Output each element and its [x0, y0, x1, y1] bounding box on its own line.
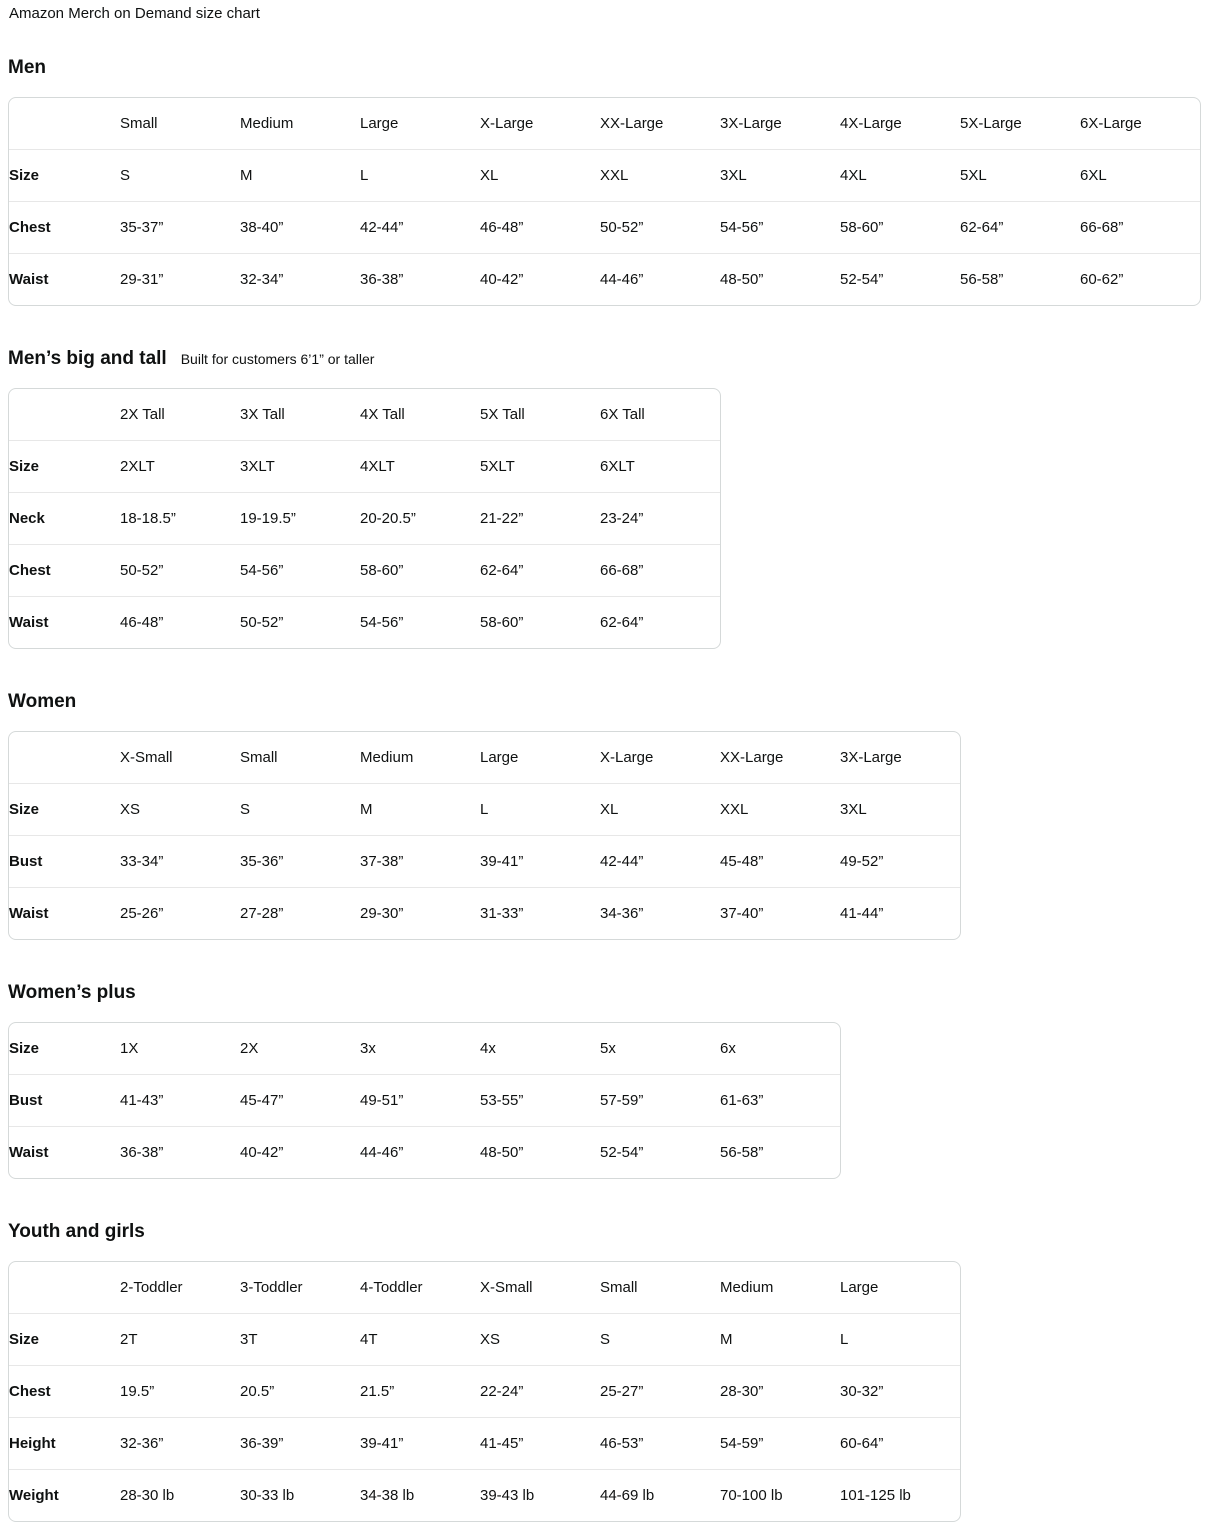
value-cell: 28-30 lb: [120, 1470, 240, 1522]
section-men: [8, 57, 1214, 306]
table-header-row: [9, 1262, 960, 1314]
value-cell: XS: [120, 784, 240, 836]
column-header: 6X Tall: [600, 406, 645, 423]
value-cell: 36-38”: [120, 1127, 240, 1179]
value-cell: 22-24”: [480, 1366, 600, 1418]
page-title: Amazon Merch on Demand size chart: [9, 5, 260, 22]
table-row: [9, 254, 1200, 306]
value-cell: 41-45”: [480, 1418, 600, 1470]
value-cell: 4x: [480, 1040, 496, 1057]
value-cell: 18-18.5”: [120, 493, 240, 545]
value-cell: 37-38”: [360, 836, 480, 888]
section-youth-and-girls: [8, 1221, 1214, 1522]
value-cell: 29-30”: [360, 888, 480, 940]
section-subtitle-mens-big-and-tall: Built for customers 6’1” or taller: [180, 351, 375, 367]
column-header: 3-Toddler: [240, 1279, 303, 1296]
value-cell: 3XL: [840, 784, 960, 836]
size-table-card-mens-big-and-tall: [8, 388, 721, 649]
row-label: Size: [9, 1314, 120, 1366]
value-cell: 5x: [600, 1040, 616, 1057]
value-cell: 52-54”: [840, 254, 960, 306]
value-cell: 50-52”: [240, 597, 360, 649]
section-heading-youth-and-girls: Youth and girls: [8, 1221, 145, 1242]
value-cell: 4XLT: [360, 441, 480, 493]
value-cell: 60-62”: [1080, 254, 1200, 306]
column-header: 4X-Large: [840, 115, 902, 132]
column-header: 4-Toddler: [360, 1279, 423, 1296]
value-cell: 3XL: [720, 150, 840, 202]
row-label: Waist: [9, 888, 120, 940]
table-header-row: [9, 98, 1200, 150]
value-cell: 29-31”: [120, 254, 240, 306]
row-label: Height: [9, 1418, 120, 1470]
row-label: Size: [9, 150, 120, 202]
value-cell: 46-53”: [600, 1418, 720, 1470]
column-header: Small: [240, 749, 278, 766]
value-cell: L: [840, 1314, 960, 1366]
value-cell: 2T: [120, 1314, 240, 1366]
value-cell: 62-64”: [960, 202, 1080, 254]
column-header: Small: [600, 1279, 638, 1296]
row-label: Waist: [9, 254, 120, 306]
table-header-row: [9, 732, 960, 784]
value-cell: 54-56”: [360, 597, 480, 649]
section-heading-block-womens-plus: [8, 982, 1214, 1005]
value-cell: 5XL: [960, 150, 1080, 202]
column-header: 6X-Large: [1080, 115, 1142, 132]
value-cell: M: [360, 784, 480, 836]
sections-container: [8, 57, 1214, 1522]
value-cell: 62-64”: [480, 545, 600, 597]
value-cell: 54-56”: [240, 545, 360, 597]
value-cell: 19.5”: [120, 1366, 240, 1418]
value-cell: 41-43”: [120, 1075, 240, 1127]
corner-cell: [9, 389, 120, 441]
value-cell: 21.5”: [360, 1366, 480, 1418]
section-womens-plus: [8, 982, 1214, 1179]
value-cell: XL: [480, 150, 600, 202]
value-cell: 21-22”: [480, 493, 600, 545]
table-header-row: [9, 389, 720, 441]
table-row: [9, 784, 960, 836]
row-label: Waist: [9, 597, 120, 649]
value-cell: 37-40”: [720, 888, 840, 940]
value-cell: 3T: [240, 1314, 360, 1366]
value-cell: 56-58”: [960, 254, 1080, 306]
size-table-women: [9, 732, 960, 939]
value-cell: S: [120, 150, 240, 202]
value-cell: 30-33 lb: [240, 1470, 360, 1522]
column-header: X-Small: [120, 749, 173, 766]
value-cell: 58-60”: [480, 597, 600, 649]
column-header: Large: [360, 115, 399, 132]
value-cell: 44-46”: [600, 254, 720, 306]
value-cell: 66-68”: [1080, 202, 1200, 254]
corner-cell: [9, 98, 120, 150]
value-cell: 54-59”: [720, 1418, 840, 1470]
size-table-men: [9, 98, 1200, 305]
value-cell: 32-34”: [240, 254, 360, 306]
value-cell: M: [720, 1314, 840, 1366]
table-row: [9, 1023, 840, 1075]
value-cell: 48-50”: [480, 1127, 600, 1179]
value-cell: XL: [600, 784, 720, 836]
row-label: Chest: [9, 545, 120, 597]
table-row: [9, 1418, 960, 1470]
section-heading-block-women: [8, 691, 1214, 714]
value-cell: 38-40”: [240, 202, 360, 254]
value-cell: 40-42”: [240, 1127, 360, 1179]
table-row: [9, 1127, 840, 1179]
value-cell: 34-36”: [600, 888, 720, 940]
value-cell: 66-68”: [600, 545, 720, 597]
value-cell: XXL: [600, 150, 720, 202]
value-cell: 36-39”: [240, 1418, 360, 1470]
value-cell: 6XL: [1080, 150, 1200, 202]
value-cell: 45-47”: [240, 1075, 360, 1127]
value-cell: 33-34”: [120, 836, 240, 888]
value-cell: L: [360, 150, 480, 202]
value-cell: 44-69 lb: [600, 1470, 720, 1522]
value-cell: 44-46”: [360, 1127, 480, 1179]
column-header: 2-Toddler: [120, 1279, 183, 1296]
value-cell: 53-55”: [480, 1075, 600, 1127]
section-heading-women: Women: [8, 691, 77, 712]
value-cell: 2X: [240, 1040, 259, 1057]
value-cell: 3x: [360, 1040, 376, 1057]
row-label: Size: [9, 784, 120, 836]
value-cell: M: [240, 150, 360, 202]
table-row: [9, 150, 1200, 202]
value-cell: 25-26”: [120, 888, 240, 940]
size-table-card-womens-plus: [8, 1022, 841, 1179]
corner-cell: [9, 732, 120, 784]
value-cell: 57-59”: [600, 1075, 720, 1127]
section-heading-block-mens-big-and-tall: [8, 348, 1214, 371]
value-cell: 5XLT: [480, 441, 600, 493]
table-row: [9, 1314, 960, 1366]
value-cell: 49-51”: [360, 1075, 480, 1127]
value-cell: 6x: [720, 1040, 736, 1057]
value-cell: 41-44”: [840, 888, 960, 940]
value-cell: 32-36”: [120, 1418, 240, 1470]
size-table-youth-and-girls: [9, 1262, 960, 1521]
value-cell: 46-48”: [120, 597, 240, 649]
value-cell: 60-64”: [840, 1418, 960, 1470]
value-cell: 36-38”: [360, 254, 480, 306]
value-cell: XS: [480, 1314, 600, 1366]
column-header: X-Large: [480, 115, 534, 132]
value-cell: 40-42”: [480, 254, 600, 306]
table-row: [9, 493, 720, 545]
column-header: Small: [120, 115, 158, 132]
section-heading-block-men: [8, 57, 1214, 80]
value-cell: 39-41”: [360, 1418, 480, 1470]
value-cell: 23-24”: [600, 493, 720, 545]
section-heading-mens-big-and-tall: Men’s big and tall: [8, 348, 167, 369]
value-cell: 58-60”: [360, 545, 480, 597]
value-cell: 42-44”: [360, 202, 480, 254]
value-cell: 54-56”: [720, 202, 840, 254]
value-cell: 30-32”: [840, 1366, 960, 1418]
value-cell: 35-36”: [240, 836, 360, 888]
value-cell: 49-52”: [840, 836, 960, 888]
row-label: Neck: [9, 493, 120, 545]
section-heading-men: Men: [8, 57, 46, 78]
row-label: Weight: [9, 1470, 120, 1522]
value-cell: L: [480, 784, 600, 836]
value-cell: S: [600, 1314, 720, 1366]
table-row: [9, 202, 1200, 254]
section-heading-block-youth-and-girls: [8, 1221, 1214, 1244]
size-table-womens-plus: [9, 1023, 840, 1178]
value-cell: 50-52”: [600, 202, 720, 254]
value-cell: 48-50”: [720, 254, 840, 306]
value-cell: 70-100 lb: [720, 1470, 840, 1522]
row-label: Size: [9, 441, 120, 493]
size-table-card-men: [8, 97, 1201, 306]
table-row: [9, 597, 720, 649]
value-cell: 25-27”: [600, 1366, 720, 1418]
value-cell: 19-19.5”: [240, 493, 360, 545]
value-cell: 39-43 lb: [480, 1470, 600, 1522]
value-cell: 34-38 lb: [360, 1470, 480, 1522]
value-cell: 6XLT: [600, 441, 720, 493]
row-label: Bust: [9, 836, 120, 888]
column-header: 3X-Large: [840, 749, 902, 766]
table-row: [9, 441, 720, 493]
value-cell: 4T: [360, 1314, 480, 1366]
value-cell: 31-33”: [480, 888, 600, 940]
value-cell: 61-63”: [720, 1075, 840, 1127]
column-header: 4X Tall: [360, 406, 405, 423]
section-heading-womens-plus: Women’s plus: [8, 982, 136, 1003]
section-women: [8, 691, 1214, 940]
row-label: Bust: [9, 1075, 120, 1127]
value-cell: 20-20.5”: [360, 493, 480, 545]
value-cell: 1X: [120, 1040, 139, 1057]
corner-cell: [9, 1262, 120, 1314]
column-header: X-Large: [600, 749, 654, 766]
value-cell: 52-54”: [600, 1127, 720, 1179]
table-row: [9, 1075, 840, 1127]
row-label: Chest: [9, 202, 120, 254]
value-cell: 2XLT: [120, 441, 240, 493]
column-header: Large: [840, 1279, 879, 1296]
size-table-card-youth-and-girls: [8, 1261, 961, 1522]
column-header: 3X-Large: [720, 115, 782, 132]
value-cell: 62-64”: [600, 597, 720, 649]
value-cell: 46-48”: [480, 202, 600, 254]
column-header: Medium: [360, 749, 414, 766]
value-cell: 27-28”: [240, 888, 360, 940]
value-cell: 58-60”: [840, 202, 960, 254]
column-header: 3X Tall: [240, 406, 285, 423]
value-cell: 101-125 lb: [840, 1470, 960, 1522]
row-label: Waist: [9, 1127, 120, 1179]
section-mens-big-and-tall: [8, 348, 1214, 649]
value-cell: 4XL: [840, 150, 960, 202]
value-cell: 20.5”: [240, 1366, 360, 1418]
size-table-mens-big-and-tall: [9, 389, 720, 648]
value-cell: 56-58”: [720, 1127, 840, 1179]
table-row: [9, 1366, 960, 1418]
column-header: Medium: [240, 115, 294, 132]
row-label: Size: [9, 1040, 40, 1057]
column-header: Large: [480, 749, 519, 766]
size-table-card-women: [8, 731, 961, 940]
table-row: [9, 1470, 960, 1522]
column-header: XX-Large: [720, 749, 784, 766]
value-cell: XXL: [720, 784, 840, 836]
value-cell: S: [240, 784, 360, 836]
column-header: 5X Tall: [480, 406, 525, 423]
column-header: Medium: [720, 1279, 774, 1296]
value-cell: 35-37”: [120, 202, 240, 254]
value-cell: 50-52”: [120, 545, 240, 597]
value-cell: 3XLT: [240, 441, 360, 493]
table-row: [9, 836, 960, 888]
value-cell: 28-30”: [720, 1366, 840, 1418]
column-header: 2X Tall: [120, 406, 165, 423]
column-header: 5X-Large: [960, 115, 1022, 132]
row-label: Chest: [9, 1366, 120, 1418]
value-cell: 42-44”: [600, 836, 720, 888]
column-header: XX-Large: [600, 115, 664, 132]
table-row: [9, 888, 960, 940]
value-cell: 39-41”: [480, 836, 600, 888]
column-header: X-Small: [480, 1279, 533, 1296]
value-cell: 45-48”: [720, 836, 840, 888]
table-row: [9, 545, 720, 597]
